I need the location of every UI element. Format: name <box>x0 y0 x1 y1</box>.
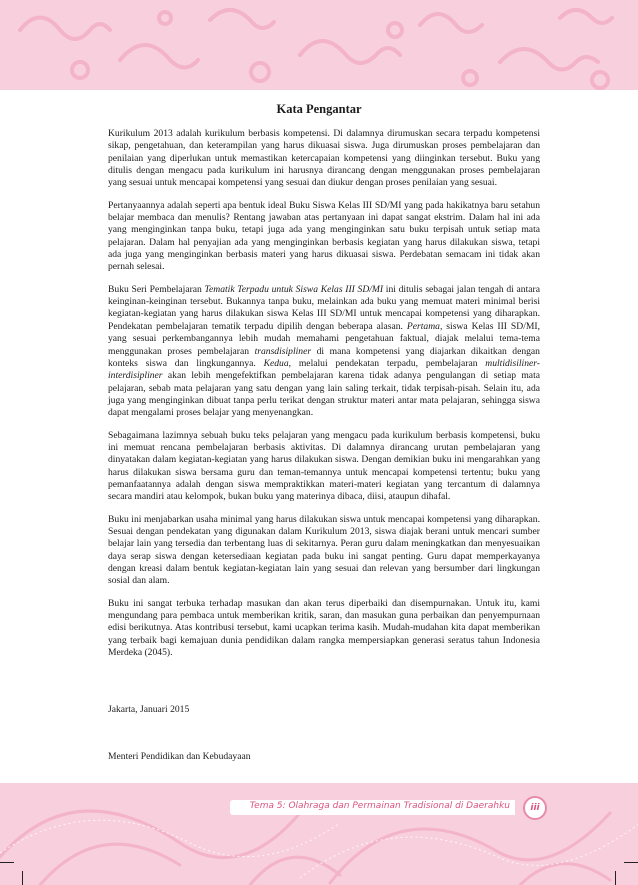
place-date: Jakarta, Januari 2015 <box>108 704 190 715</box>
page-number: iii <box>523 796 547 820</box>
crop-mark-bottom-left-v <box>22 871 23 885</box>
paragraph-1: Kurikulum 2013 adalah kurikulum berbasis kompetensi. Di dalamnya dirumuskan secara terpadu kompetensi sikap, pengetahuan, dan keterampilan yang harus dikuasai siswa. Juga dirumuskan proses pembelajaran dan penilaian yang diperlukan untuk memastikan ketercapaian kompetensi yang diinginkan tersebut. Buku yang ditulis dengan mengacu pada kurikulum ini harusnya dirancang dengan menggunakan proses pembelajaran yang sesuai untuk mencapai kompetensi yang sesuai dan diukur dengan proses penilaian yang sesuai. <box>108 128 540 189</box>
header-decoration <box>0 0 638 90</box>
p3-part-a: Buku Seri Pembelajaran <box>108 283 205 295</box>
p3-part-c: ini ditulis sebagai jalan tengah di antara keinginan-keinginan tersebut. Bukannya tanpa buku, melainkan ada buku yang memuat materi minimal berisi kegiatan-kegiatan yang harus dilakukan siswa Kelas III SD/MI untuk mencapai kompetensi yang diharapkan. Pendekatan pembelajaran tematik terpadu dipilih dengan beberapa alasan. <box>108 283 540 332</box>
term-kedua: Kedua <box>263 357 289 369</box>
p3-part-i: , melalui pendekatan terpadu, pembelajaran <box>288 357 486 369</box>
crop-mark-bottom-right-h <box>624 862 638 863</box>
footer-theme-title: Tema 5: Olahraga dan Permainan Tradisional di Daerahku <box>249 801 510 811</box>
p3-part-e: , siswa Kelas III SD/MI, yang sesuai perkembangannya lebih mudah memahami pengetahuan faktual, diajak melalui tema-tema menggunakan proses pembelajaran <box>108 320 540 357</box>
paragraph-6: Buku ini sangat terbuka terhadap masukan dan akan terus diperbaiki dan disempurnakan. Untuk itu, kami mengundang para pembaca untuk memberikan kritik, saran, dan masukan guna perbaikan dan penyempurnaan edisi berikutnya. Atas kontribusi tersebut, kami ucapkan terima kasih. Mudah-mudahan kita dapat memberikan yang terbaik bagi kemajuan dunia pendidikan dalam rangka mempersiapkan generasi seratus tahun Indonesia Merdeka (2045). <box>108 597 540 659</box>
crop-mark-bottom-right-v <box>615 871 616 885</box>
paragraph-5: Buku ini menjabarkan usaha minimal yang harus dilakukan siswa untuk mencapai kompetensi yang diharapkan. Sesuai dengan pendekatan yang digunakan dalam Kurikulum 2013, siswa diajak berani untuk mencari sumber belajar lain yang tersedia dan terbentang luas di sekitarnya. Peran guru dalam meningkatkan dan menyesuaikan daya serap siswa dengan ketersediaan kegiatan pada buku ini sangat penting. Guru dapat memperkayanya dengan kreasi dalam bentuk kegiatan-kegiatan lain yang sesuai dan relevan yang bersumber dari lingkungan sosial dan alam. <box>108 513 540 587</box>
crop-mark-bottom-left-h <box>0 862 14 863</box>
p3-part-g: di mana kompetensi yang diajarkan dikaitkan dengan konteks siswa dan lingkungannya. <box>108 345 540 369</box>
term-transdisipliner: transdisipliner <box>254 345 312 357</box>
signatory: Menteri Pendidikan dan Kebudayaan <box>108 751 251 762</box>
cloud-pattern-top <box>0 0 638 90</box>
foreword-body <box>108 128 540 669</box>
paragraph-3 <box>108 284 540 420</box>
paragraph-2: Pertanyaannya adalah seperti apa bentuk ideal Buku Siswa Kelas III SD/MI yang pada hakikatnya baru setahun belajar membaca dan menulis? Rentang jawaban atas pertanyaan ini dapat sangat ekstrim. Dalam hal ini ada yang menginginkan tanpa buku, tetapi juga ada yang menginginkan satu buku terpisah untuk setiap mata pelajaran. Dalam hal penyajian ada yang menginginkan berbasis kegiatan yang harus dilakukan siswa, tetapi ada juga yang menginginkan berbasis materi yang harus dikuasai siswa. Perdebatan semacam ini tidak akan pernah selesai. <box>108 199 540 273</box>
term-multidisiplin: multidisiliner-interdisipliner <box>108 357 540 382</box>
book-series-title: Tematik Terpadu untuk Siswa Kelas III SD/MI <box>204 283 384 295</box>
p3-part-k: akan lebih mengefektifkan pembelajaran karena tidak adanya pengulangan di setiap mata pelajaran, sebab mata pelajaran yang satu dengan yang lain saling terkait, tidak terpisah-pisah. Selain itu, ada juga yang menginginkan dibuat tanpa perlu terikat dengan struktur materi antar mata pelajaran, sehingga siswa dapat mengalami proses belajar yang menyenangkan. <box>108 370 540 419</box>
term-pertama: Pertama <box>406 320 440 332</box>
paragraph-4: Sebagaimana lazimnya sebuah buku teks pelajaran yang mengacu pada kurikulum berbasis kompetensi, buku ini memuat rencana pembelajaran berbasis aktivitas. Di dalamnya dirancang urutan pembelajaran yang dinyatakan dalam kegiatan-kegiatan yang harus dilakukan siswa. Dengan demikian buku ini mengarahkan yang harus dilakukan siswa bersama guru dan teman-temannya untuk mencapai kompetensi tertentu; buku yang pemanfaatannya adalah dengan siswa mempraktikkan materi-materi kegiatan yang tercantum di dalamnya secara mandiri atau kelompok, bukan buku yang materinya dibaca, diisi, ataupun dihafal. <box>108 429 540 503</box>
page-title: Kata Pengantar <box>276 102 362 116</box>
